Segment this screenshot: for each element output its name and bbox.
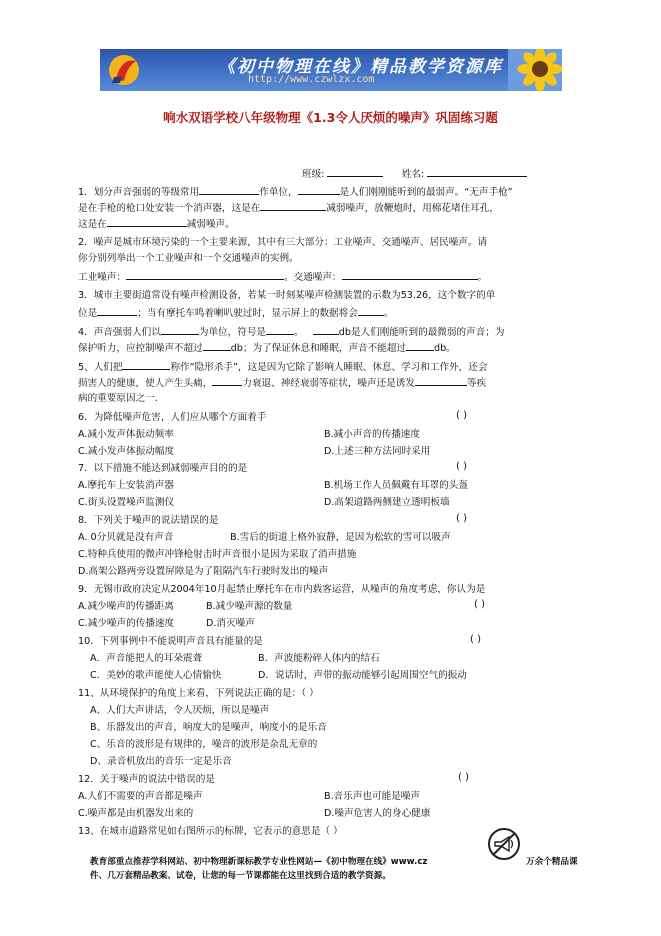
q7-option-c[interactable]: C.街头设置噪声监测仪 (78, 497, 175, 508)
q9-option-c[interactable]: C.减少噪声的传播速度 (78, 618, 175, 629)
sunflower-icon (508, 49, 562, 91)
q8-option-a[interactable]: A. 0分贝就是没有声音 (78, 532, 174, 543)
footer-text-1b: 万余个精品课 (526, 857, 578, 867)
q10-option-c[interactable]: C．美妙的歌声能使人心情愉快 (90, 670, 222, 681)
banner-url: http://www.czwlzx.com (248, 74, 375, 85)
q11-option-a[interactable]: A、人们大声讲话，令人厌烦，所以是噪声 (90, 705, 270, 716)
q12-option-a[interactable]: A.人们不需要的声音都是噪声 (78, 791, 203, 802)
blank[interactable] (107, 216, 187, 227)
q3-line1: 3．城市主要街道常设有噪声检测设备，若某一时刻某噪声检测装置的示数为53.26，这个数字的单 (78, 290, 496, 301)
blank[interactable] (260, 200, 326, 211)
blank[interactable] (406, 340, 434, 351)
site-logo-icon (106, 53, 142, 87)
blank[interactable] (199, 184, 259, 195)
blank[interactable] (97, 305, 137, 316)
footer-line2: 件、几万套精品教案、试卷，让您的每一节课都能在这里找到合适的教学资源。 (90, 871, 391, 881)
name-label: 姓名: (401, 169, 425, 180)
blank[interactable] (161, 324, 199, 335)
q6-option-a[interactable]: A.减小发声体振动频率 (78, 429, 174, 440)
blank[interactable] (126, 269, 284, 280)
q1-line2: 是在手枪的枪口处安装一个消声器，这是在 减弱噪声，放鞭炮时，用棉花堵住耳孔， (78, 200, 499, 215)
no-horn-icon (487, 827, 521, 861)
q12-answer-paren[interactable]: ( ) (458, 772, 469, 783)
q10-stem: 10．下列事例中不能说明声音具有能量的是 (78, 636, 263, 647)
q12-option-c[interactable]: C.噪声都是由机器发出来的 (78, 808, 194, 819)
q2-line2: 你分别列举出一个工业噪声和一个交通噪声的实例。 (78, 253, 299, 264)
footer-line1 (90, 856, 427, 868)
class-label: 班级: (302, 169, 325, 180)
q8-option-d[interactable]: D.高架公路两旁设置屏障是为了阻隔汽车行驶时发出的噪声 (78, 566, 329, 577)
q10-option-d[interactable]: D．说话时，声带的振动能够引起周围空气的振动 (258, 670, 467, 681)
q9-option-a[interactable]: A.减少噪声的传播距离 (78, 601, 174, 612)
q1-line3: 这是在 减弱噪声。 (78, 216, 235, 231)
blank[interactable] (298, 184, 340, 195)
q8-option-b[interactable]: B.雪后的街道上格外寂静，是因为松软的雪可以吸声 (230, 532, 451, 543)
site-banner (100, 49, 562, 91)
q12-option-d[interactable]: D.噪声危害人的身心健康 (324, 808, 431, 819)
blank[interactable] (358, 305, 384, 316)
blank[interactable] (313, 324, 339, 335)
blank[interactable] (266, 324, 294, 335)
blank[interactable] (122, 359, 170, 370)
footer-text-1a: 教育部重点推荐学科网站、初中物理新课标教学专业性网站—《初中物理在线》www.cz (90, 857, 428, 867)
q8-answer-paren[interactable]: ( ) (456, 513, 467, 524)
q7-answer-paren[interactable]: ( ) (456, 461, 467, 472)
q9-stem: 9．无锡市政府决定从2004年10月起禁止摩托车在市内载客运营，从噪声的角度考虑，你认为是 (78, 584, 486, 595)
q6-answer-paren[interactable]: ( ) (456, 410, 467, 421)
blank[interactable] (212, 375, 242, 386)
q9-option-d[interactable]: D.消灭噪声 (206, 618, 255, 629)
q1-line1: 1．划分声音强弱的等级常用 作单位， 是人们刚刚能听到的最弱声。“无声手枪” (78, 184, 513, 199)
q6-option-d[interactable]: D.上述三种方法同时采用 (324, 446, 431, 457)
q9-answer-paren[interactable]: ( ) (474, 599, 485, 610)
q7-stem: 7．以下措施不能达到减弱噪声目的的是 (78, 463, 248, 474)
q6-stem: 6．为降低噪声危害，人们应从哪个方面着手 (78, 412, 267, 423)
q9-option-b[interactable]: B.减少噪声源的数量 (206, 601, 293, 612)
q6-option-b[interactable]: B.减小声音的传播速度 (324, 429, 420, 440)
q8-option-c[interactable]: C.特种兵使用的微声冲锋枪射击时声音很小是因为采取了消声措施 (78, 549, 357, 560)
name-blank[interactable] (427, 166, 527, 177)
q5-line2: 损害人的健康，使人产生头痛， 力衰退、神经衰弱等症状，噪声还是诱发 等疾 (78, 375, 486, 390)
q13-stem: 13、在城市道路常见如右图所示的标牌，它表示的意思是（ ） (78, 826, 343, 837)
q10-option-b[interactable]: B．声波能粉碎人体内的结石 (258, 653, 380, 664)
q2-line1: 2．噪声是城市环境污染的一个主要来源，其中有三大部分：工业噪声、交通噪声、居民噪声。请 (78, 237, 488, 248)
q7-option-b[interactable]: B.机场工作人员佩戴有耳罩的头盔 (324, 480, 468, 491)
q5-line3: 病的重要原因之一. (78, 393, 158, 404)
q10-answer-paren[interactable]: ( ) (470, 634, 481, 645)
q11-option-d[interactable]: D、录音机放出的音乐一定是乐音 (90, 756, 232, 767)
q7-option-a[interactable]: A.摩托车上安装消声器 (78, 480, 174, 491)
banner-title: 《初中物理在线》精品教学资源库 (218, 57, 503, 77)
q2-line3: 工业噪声： 。交通噪声： 。 (78, 269, 487, 284)
q3-line2: 位是 ；当有摩托车鸣着喇叭驶过时，显示屏上的数据将会 。 (78, 305, 393, 320)
q11-option-b[interactable]: B、乐器发出的声音，响度大的是噪声，响度小的是乐音 (90, 722, 327, 733)
page-title: 响水双语学校八年级物理《1.3令人厌烦的噪声》巩固练习题 (163, 110, 498, 125)
q10-option-a[interactable]: A．声音能把人的耳朵震聋 (90, 653, 203, 664)
q11-option-c[interactable]: C、乐音的波形是有规律的，噪音的波形是杂乱无章的 (90, 739, 318, 750)
q6-option-c[interactable]: C.减小发声体振动幅度 (78, 446, 175, 457)
blank[interactable] (203, 340, 231, 351)
q12-option-b[interactable]: B.音乐声也可能是噪声 (324, 791, 420, 802)
class-name-row (302, 166, 527, 181)
q8-stem: 8．下列关于噪声的说法错误的是 (78, 515, 219, 526)
q4-line1: 4．声音强弱人们以 为单位，符号是 。 db是人们刚能听到的最微弱的声音；为 (78, 324, 504, 339)
blank[interactable] (415, 375, 467, 386)
class-blank[interactable] (327, 166, 383, 177)
q7-option-d[interactable]: D.高架道路两侧建立透明板墙 (324, 497, 450, 508)
q5-line1: 5、人们把 称作“隐形杀手”，这是因为它除了影响人睡眠、休息、学习和工作外，还会 (78, 359, 487, 374)
q12-stem: 12．关于噪声的说法中错误的是 (78, 774, 215, 785)
blank[interactable] (342, 269, 478, 280)
q4-line2: 保护听力，应控制噪声不超过 db；为了保证休息和睡眠，声音不能超过 db。 (78, 340, 456, 355)
q11-stem: 11、从环境保护的角度上来看，下列说法正确的是：（ ） (78, 688, 319, 699)
